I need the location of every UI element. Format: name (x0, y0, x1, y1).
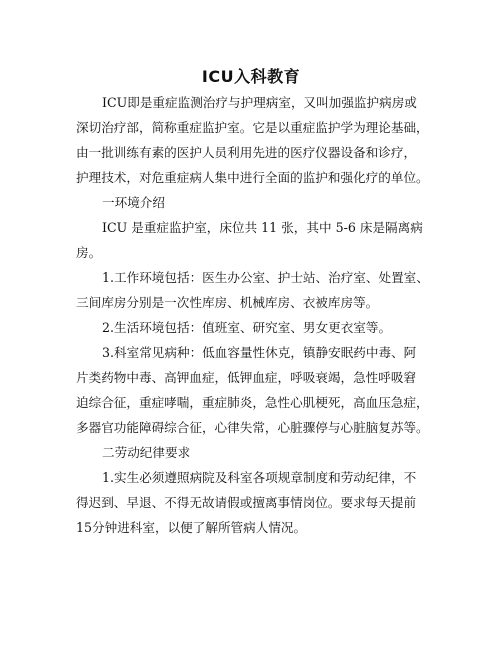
paragraph-line: 15分钟进科室，以便了解所管病人情况。 (76, 520, 307, 535)
section-heading: 一环境介绍 (102, 195, 165, 210)
paragraph-line: 三间库房分别是一次性库房、机械库房、衣被库房等。 (76, 295, 379, 310)
paragraph-line: 深切治疗部，简称重症监护室。它是以重症监护学为理论基础， (76, 120, 429, 135)
paragraph-line: ICU 是重症监护室，床位共 11 张，其中 5-6 床是隔离病 (102, 220, 423, 235)
paragraph-line: 护理技术，对危重症病人集中进行全面的监护和强化疗的单位。 (76, 170, 429, 185)
paragraph-line: 多器官功能障碍综合征，心律失常，心脏骤停与心脏脑复苏等。 (76, 420, 429, 435)
paragraph-line: ICU即是重症监测治疗与护理病室，又叫加强监护病房或 (102, 95, 417, 110)
paragraph-line: 2.生活环境包括：值班室、研究室、男女更衣室等。 (102, 320, 392, 335)
document-title: ICU入科教育 (201, 67, 301, 86)
paragraph-line: 片类药物中毒、高钾血症，低钾血症，呼吸衰竭，急性呼吸窘 (76, 370, 417, 385)
paragraph-line: 1.工作环境包括：医生办公室、护士站、治疗室、处置室、 (102, 270, 429, 285)
paragraph-line: 由一批训练有素的医护人员利用先进的医疗仪器设备和诊疗， (76, 145, 417, 160)
paragraph-line: 迫综合征，重症哮喘，重症肺炎，急性心肌梗死，高血压急症， (76, 395, 429, 410)
paragraph-line: 房。 (76, 245, 102, 260)
paragraph-line: 得迟到、早退、不得无故请假或擅离事情岗位。要求每天提前 (76, 495, 417, 510)
paragraph-line: 1.实生必须遵照病院及科室各项规章制度和劳动纪律，不 (102, 470, 417, 485)
paragraph-line: 3.科室常见病种：低血容量性休克，镇静安眠药中毒、阿 (102, 345, 417, 360)
section-heading: 二劳动纪律要求 (102, 445, 191, 460)
